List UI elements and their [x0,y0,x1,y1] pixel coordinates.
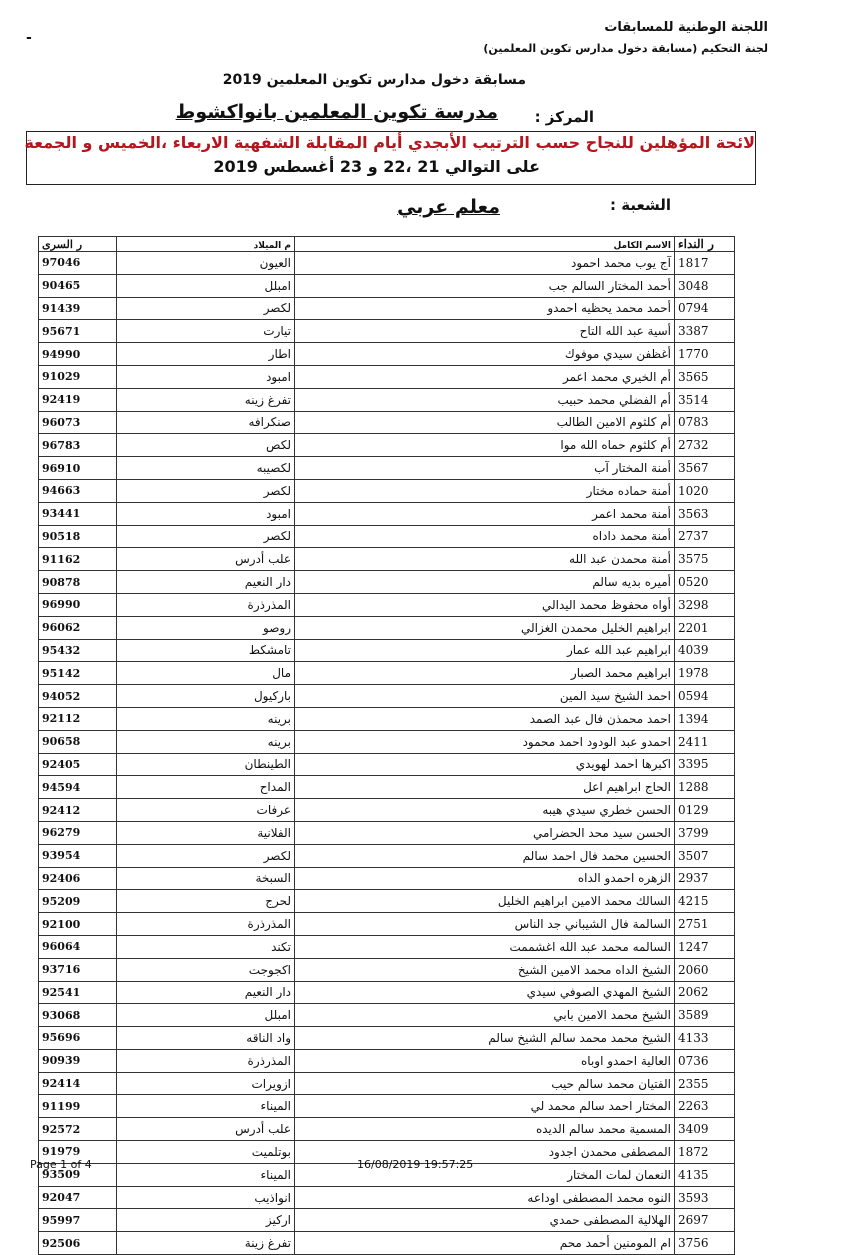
cell-name: اكبرها احمد لهويدي [295,753,675,776]
cell-birthplace: بوتلميت [117,1141,295,1164]
cell-birthplace: تفرغ زينه [117,388,295,411]
cell-birthplace: المذرذرة [117,913,295,936]
cell-serial: 90878 [39,571,117,594]
cell-serial: 92406 [39,867,117,890]
cell-number: 2062 [675,981,735,1004]
cell-name: أحمد المختار السالم جب [295,274,675,297]
cell-birthplace: العيون [117,252,295,275]
cell-serial: 91199 [39,1095,117,1118]
cell-name: احمد محمذن فال عبد الصمد [295,707,675,730]
table-row [39,525,735,548]
cell-birthplace: دار النعيم [117,571,295,594]
table-row [39,867,735,890]
cell-number: 4135 [675,1163,735,1186]
cell-serial: 92047 [39,1186,117,1209]
table-row [39,457,735,480]
cell-serial: 93716 [39,958,117,981]
announcement-line-2: على التوالي 21 ،22 و 23 أغسطس 2019 [213,157,540,176]
cell-serial: 95997 [39,1209,117,1232]
cell-name: الشيخ محمد محمد سالم الشيخ سالم [295,1027,675,1050]
table-row [39,388,735,411]
cell-serial: 94052 [39,685,117,708]
cell-number: 2751 [675,913,735,936]
cell-name: ابراهيم عبد الله عمار [295,639,675,662]
cell-birthplace: لحرج [117,890,295,913]
header-number: ر النداء [675,237,735,252]
cell-name: الحسن سيد محد الحضرامي [295,821,675,844]
cell-number: 2201 [675,616,735,639]
cell-serial: 92405 [39,753,117,776]
cell-number: 3298 [675,593,735,616]
cell-serial: 92414 [39,1072,117,1095]
cell-serial: 92112 [39,707,117,730]
table-row [39,662,735,685]
header-name: الاسم الكامل [295,237,675,252]
cell-name: أواه محفوظ محمد اليدالي [295,593,675,616]
cell-name: أمنة محمد اعمر [295,502,675,525]
table-row [39,958,735,981]
cell-number: 2263 [675,1095,735,1118]
cell-number: 1872 [675,1141,735,1164]
cell-birthplace: واد الناقه [117,1027,295,1050]
table-row [39,548,735,571]
cell-number: 3395 [675,753,735,776]
table-row [39,685,735,708]
cell-name: أميره بديه سالم [295,571,675,594]
cell-name: السالمه محمد عبد الله اغشممت [295,935,675,958]
cell-serial: 93509 [39,1163,117,1186]
cell-serial: 92572 [39,1118,117,1141]
cell-birthplace: امبلل [117,1004,295,1027]
cell-birthplace: ازويرات [117,1072,295,1095]
cell-name: أمنة حماده مختار [295,479,675,502]
cell-number: 1288 [675,776,735,799]
cell-number: 2937 [675,867,735,890]
committee-name: لجنة التحكيم (مسابقة دخول مدارس تكوين المعلمين) [483,42,768,55]
table-row [39,571,735,594]
table-row [39,1049,735,1072]
cell-serial: 95209 [39,890,117,913]
page-number: Page 1 of 4 [30,1158,92,1171]
cell-birthplace: المذرذرة [117,1049,295,1072]
cell-number: 2697 [675,1209,735,1232]
cell-name: أمنة محمد داداه [295,525,675,548]
table-row [39,593,735,616]
cell-serial: 96783 [39,434,117,457]
branch-name: معلم عربي [397,196,500,218]
cell-birthplace: امبلل [117,274,295,297]
cell-serial: 95142 [39,662,117,685]
cell-number: 3507 [675,844,735,867]
cell-name: احمدو عبد الودود احمد محمود [295,730,675,753]
cell-birthplace: مال [117,662,295,685]
cell-serial: 95696 [39,1027,117,1050]
cell-number: 3799 [675,821,735,844]
cell-number: 0783 [675,411,735,434]
cell-number: 3756 [675,1232,735,1255]
organization-name: اللجنة الوطنية للمسابقات [604,20,768,35]
cell-birthplace: تكند [117,935,295,958]
cell-birthplace: برينه [117,707,295,730]
cell-serial: 96073 [39,411,117,434]
cell-serial: 96279 [39,821,117,844]
table-row [39,1004,735,1027]
cell-number: 2355 [675,1072,735,1095]
cell-birthplace: الفلانية [117,821,295,844]
table-row [39,639,735,662]
cell-birthplace: انواذيب [117,1186,295,1209]
table-row [39,776,735,799]
cell-name: المختار احمد سالم محمد لي [295,1095,675,1118]
cell-name: الفتيان محمد سالم حيب [295,1072,675,1095]
table-row [39,274,735,297]
cell-serial: 90939 [39,1049,117,1072]
cell-birthplace: اكجوجت [117,958,295,981]
cell-serial: 94990 [39,343,117,366]
cell-birthplace: برينه [117,730,295,753]
cell-name: أم الخيري محمد اعمر [295,365,675,388]
cell-serial: 92100 [39,913,117,936]
cell-name: العالية احمدو اوباه [295,1049,675,1072]
cell-name: الهلالية المصطفى حمدي [295,1209,675,1232]
cell-number: 3409 [675,1118,735,1141]
cell-serial: 95671 [39,320,117,343]
table-row [39,502,735,525]
table-row [39,1095,735,1118]
cell-name: آج يوب محمد احمود [295,252,675,275]
cell-number: 2737 [675,525,735,548]
cell-birthplace: اركيز [117,1209,295,1232]
cell-serial: 90518 [39,525,117,548]
print-datetime: 16/08/2019 19:57:25 [357,1158,474,1171]
cell-birthplace: لكصر [117,479,295,502]
cell-birthplace: الميناء [117,1095,295,1118]
cell-birthplace: لكصر [117,297,295,320]
cell-name: الحسن خطري سيدي هيبه [295,799,675,822]
table-row [39,844,735,867]
cell-birthplace: عرفات [117,799,295,822]
cell-name: السالك محمد الامين ابراهيم الخليل [295,890,675,913]
cell-name: الحاج ابراهيم اعل [295,776,675,799]
table-row [39,799,735,822]
cell-birthplace: الميناء [117,1163,295,1186]
cell-name: الشيخ المهدي الصوفي سيدي [295,981,675,1004]
dash-mark: - [26,30,32,46]
table-row [39,320,735,343]
table-row [39,821,735,844]
cell-number: 4133 [675,1027,735,1050]
table-row [39,981,735,1004]
cell-name: أمنة المختار آب [295,457,675,480]
table-row [39,343,735,366]
cell-number: 3575 [675,548,735,571]
cell-serial: 96910 [39,457,117,480]
header-serial: ر السرى [39,237,117,252]
table-row [39,252,735,275]
cell-birthplace: لكص [117,434,295,457]
cell-birthplace: لكصر [117,525,295,548]
cell-serial: 96990 [39,593,117,616]
cell-number: 2060 [675,958,735,981]
cell-serial: 94663 [39,479,117,502]
cell-number: 3563 [675,502,735,525]
cell-number: 3565 [675,365,735,388]
table-row [39,730,735,753]
table-row [39,1186,735,1209]
cell-serial: 95432 [39,639,117,662]
center-name: مدرسة تكوين المعلمين بانواكشوط [175,101,498,123]
table-row [39,616,735,639]
cell-serial: 91979 [39,1141,117,1164]
cell-number: 3589 [675,1004,735,1027]
cell-serial: 91162 [39,548,117,571]
cell-name: أغظفن سيدي موفوك [295,343,675,366]
announcement-line-1: لائحة المؤهلين للنجاح حسب الترتيب الأبجدي أيام المقابلة الشفهية الاربعاء ،الخميس و الجمعة [24,133,755,152]
cell-serial: 97046 [39,252,117,275]
cell-birthplace: دار النعيم [117,981,295,1004]
cell-birthplace: تيارت [117,320,295,343]
cell-name: المصطفى محمدن اجدود [295,1141,675,1164]
cell-number: 2411 [675,730,735,753]
cell-serial: 93441 [39,502,117,525]
table-row [39,707,735,730]
cell-number: 0520 [675,571,735,594]
cell-number: 0129 [675,799,735,822]
cell-birthplace: علب أدرس [117,1118,295,1141]
cell-name: أسية عبد الله التاح [295,320,675,343]
cell-number: 0594 [675,685,735,708]
cell-name: النعمان لمات المختار [295,1163,675,1186]
cell-name: المسمية محمد سالم الديده [295,1118,675,1141]
cell-birthplace: امبود [117,365,295,388]
cell-name: الشيخ محمد الامين بابي [295,1004,675,1027]
center-label: المركز : [534,108,594,126]
contest-title: مسابقة دخول مدارس تكوين المعلمين 2019 [222,72,526,88]
cell-birthplace: علب أدرس [117,548,295,571]
cell-number: 3593 [675,1186,735,1209]
table-row [39,1232,735,1255]
cell-name: الزهره احمدو الداه [295,867,675,890]
cell-number: 1020 [675,479,735,502]
table-header-row [39,237,735,252]
header-birthplace: م الميلاد [117,237,295,252]
cell-name: الشيخ الداه محمد الامين الشيخ [295,958,675,981]
cell-name: أحمد محمد يحظيه احمدو [295,297,675,320]
cell-birthplace: امبود [117,502,295,525]
table-row [39,1118,735,1141]
cell-name: أم كلثوم الامين الطالب [295,411,675,434]
cell-number: 4039 [675,639,735,662]
table-row [39,1209,735,1232]
cell-number: 1817 [675,252,735,275]
cell-serial: 94594 [39,776,117,799]
cell-birthplace: تامشكط [117,639,295,662]
cell-serial: 92419 [39,388,117,411]
cell-number: 0736 [675,1049,735,1072]
cell-number: 1247 [675,935,735,958]
cell-birthplace: روصو [117,616,295,639]
cell-birthplace: تفرغ زينة [117,1232,295,1255]
cell-name: الحسين محمد فال احمد سالم [295,844,675,867]
table-row [39,1072,735,1095]
candidates-table [38,236,735,1255]
cell-serial: 92412 [39,799,117,822]
cell-birthplace: المذرذرة [117,593,295,616]
cell-name: النوه محمد المصطفى اوداعه [295,1186,675,1209]
cell-name: أمنة محمدن عبد الله [295,548,675,571]
table-row [39,935,735,958]
table-row [39,913,735,936]
cell-name: ابراهيم محمد الصبار [295,662,675,685]
cell-number: 3567 [675,457,735,480]
table-row [39,411,735,434]
cell-name: ام المومنين أحمد محم [295,1232,675,1255]
cell-name: أم كلثوم حماه الله موا [295,434,675,457]
branch-label: الشعبة : [610,196,671,214]
cell-serial: 92541 [39,981,117,1004]
cell-number: 0794 [675,297,735,320]
cell-number: 1978 [675,662,735,685]
table-body [39,252,735,1255]
table-row [39,890,735,913]
cell-serial: 96064 [39,935,117,958]
table-row [39,1027,735,1050]
cell-serial: 96062 [39,616,117,639]
cell-birthplace: اطار [117,343,295,366]
cell-name: ابراهيم الخليل محمدن الغزالي [295,616,675,639]
cell-birthplace: المداح [117,776,295,799]
cell-birthplace: السبخة [117,867,295,890]
cell-name: السالمة فال الشيباني جد الناس [295,913,675,936]
cell-number: 1770 [675,343,735,366]
cell-birthplace: باركيول [117,685,295,708]
table-row [39,753,735,776]
cell-serial: 90465 [39,274,117,297]
cell-number: 4215 [675,890,735,913]
cell-serial: 91439 [39,297,117,320]
cell-number: 3387 [675,320,735,343]
cell-birthplace: لكصر [117,844,295,867]
cell-birthplace: الطينطان [117,753,295,776]
table-row [39,297,735,320]
cell-number: 3514 [675,388,735,411]
cell-number: 1394 [675,707,735,730]
cell-number: 3048 [675,274,735,297]
cell-serial: 90658 [39,730,117,753]
table-row [39,479,735,502]
cell-name: احمد الشيخ سيد المين [295,685,675,708]
cell-serial: 92506 [39,1232,117,1255]
cell-serial: 93068 [39,1004,117,1027]
table-row [39,434,735,457]
cell-name: أم الفضلي محمد حبيب [295,388,675,411]
cell-birthplace: لكصيبه [117,457,295,480]
cell-birthplace: صنكرافه [117,411,295,434]
cell-number: 2732 [675,434,735,457]
cell-serial: 93954 [39,844,117,867]
cell-serial: 91029 [39,365,117,388]
table-row [39,365,735,388]
